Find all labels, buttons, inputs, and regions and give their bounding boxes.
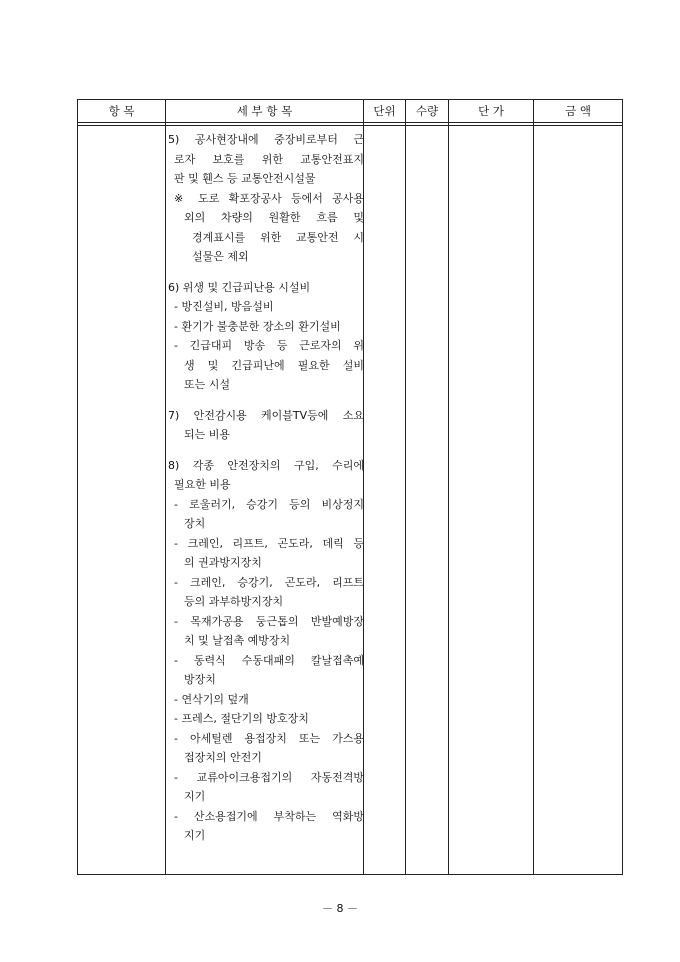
- text-line: 로자 보호를 위한 교통안전표지: [174, 152, 364, 166]
- text-line: - 긴급대피 방송 등 근로자의 위: [174, 339, 364, 352]
- text-line: 경계표시를 위한 교통안전 시: [192, 230, 364, 244]
- text-line: - 크레인, 승강기, 곤도라, 리프트: [174, 575, 364, 589]
- header-amount: 금 액: [565, 104, 591, 118]
- header-unit: 단위: [364, 100, 406, 122]
- text-line: 등의 과부하방지장치: [184, 595, 284, 608]
- column-divider: [405, 122, 406, 874]
- text-line: - 크레인, 리프트, 곤도라, 데릭 등: [174, 536, 364, 550]
- text-line: - 연삭기의 덮개: [174, 692, 249, 706]
- item-6: [168, 278, 364, 395]
- header-detail: 세 부 항 목: [166, 100, 364, 122]
- item-7: [168, 406, 364, 445]
- header-quantity: 수량: [406, 100, 449, 122]
- text-line: 6) 위생 및 긴급피난용 시설비: [168, 280, 311, 294]
- page-number: － 8 －: [322, 902, 358, 915]
- text-line: - 산소용접기에 부착하는 역화방: [174, 809, 364, 823]
- text-line: 5) 공사현장내에 중장비로부터 근: [168, 133, 364, 146]
- text-line: 지기: [184, 829, 206, 842]
- detail-content: [168, 130, 364, 846]
- text-line: - 방진설비, 방음설비: [174, 300, 274, 313]
- header-unit-price: 단 가: [449, 100, 534, 122]
- text-line: 외의 차량의 원활한 흐름 및: [184, 211, 364, 224]
- text-line: - 프레스, 절단기의 방호장치: [174, 712, 309, 725]
- column-divider: [448, 122, 449, 874]
- text-line: 방장치: [184, 673, 216, 686]
- header-double-rule: [78, 125, 622, 126]
- text-line: 판 및 휀스 등 교통안전시설물: [174, 172, 316, 185]
- text-line: 의 권과방지장치: [184, 556, 262, 569]
- table-header: [78, 100, 622, 123]
- text-line: 7) 안전감시용 케이블TV등에 소요: [168, 408, 364, 422]
- text-line: 설물은 제외: [192, 250, 249, 263]
- text-line: 8) 각종 안전장치의 구입, 수리에: [168, 458, 364, 472]
- text-line: - 목재가공용 둥근톱의 반발예방장: [174, 614, 364, 628]
- text-line: 필요한 비용: [174, 478, 231, 491]
- text-line: 지기: [184, 790, 206, 803]
- item-5: [168, 130, 364, 267]
- text-line: 접장치의 안전기: [184, 751, 262, 764]
- text-line: - 아세틸렌 용접장치 또는 가스용: [174, 731, 364, 745]
- column-divider: [165, 122, 166, 874]
- text-line: - 환기가 불충분한 장소의 환기설비: [174, 319, 341, 333]
- column-divider: [533, 122, 534, 874]
- text-line: ※ 도로 확포장공사 등에서 공사용: [174, 191, 364, 205]
- text-line: 장치: [184, 517, 206, 530]
- text-line: 또는 시설: [184, 378, 231, 391]
- header-item: 항 목: [78, 100, 166, 122]
- text-line: 치 및 날접촉 예방장치: [184, 634, 291, 647]
- cost-table: [77, 99, 623, 875]
- text-line: - 교류아이크용접기의 자동전격방: [174, 770, 364, 784]
- text-line: - 동력식 수동대패의 칼날접촉예: [174, 653, 364, 667]
- text-line: 생 및 긴급피난에 필요한 설비: [184, 358, 364, 372]
- text-line: 되는 비용: [184, 428, 231, 441]
- text-line: - 로울러기, 승강기 등의 비상정지: [174, 497, 364, 511]
- item-8: [168, 456, 364, 846]
